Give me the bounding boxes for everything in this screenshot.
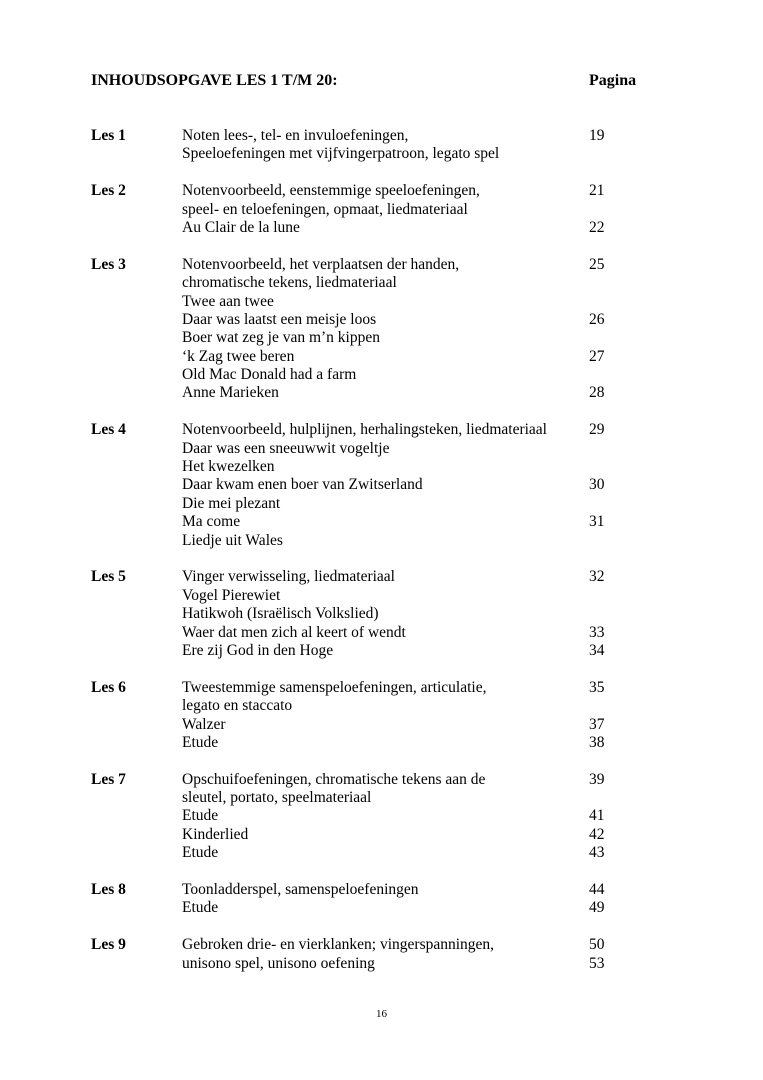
- toc-entry: [182, 421, 651, 439]
- toc-entry: [182, 366, 651, 384]
- entry-title: Notenvoorbeeld, hulplijnen, herhalingsteken, liedmateriaal: [182, 421, 547, 439]
- lesson-label: Les 2: [91, 182, 126, 200]
- lesson-entries: [182, 771, 651, 863]
- toc-entry: [182, 679, 651, 697]
- entry-title: Speeloefeningen met vijfvingerpatroon, legato spel: [182, 145, 500, 163]
- entry-title: Notenvoorbeeld, het verplaatsen der handen,: [182, 255, 460, 273]
- entry-title: Kinderlied: [182, 825, 249, 843]
- lesson-label: Les 7: [91, 770, 126, 788]
- toc-entry: [182, 568, 651, 586]
- toc-entry: [182, 384, 651, 402]
- toc-entry: [182, 476, 651, 494]
- toc-entry: [182, 936, 651, 954]
- entry-title: ‘k Zag twee beren: [182, 347, 295, 365]
- lesson-entries: [182, 256, 651, 403]
- lesson-label: Les 5: [91, 568, 126, 586]
- lesson-block: [91, 936, 651, 973]
- entry-title: Old Mac Donald had a farm: [182, 366, 357, 384]
- lesson-block: [91, 127, 651, 164]
- toc-entry: [182, 587, 651, 605]
- entry-title: chromatische tekens, liedmateriaal: [182, 274, 397, 292]
- entry-title: Opschuifoefeningen, chromatische tekens aan de: [182, 770, 486, 788]
- entry-title: Vinger verwisseling, liedmateriaal: [182, 568, 395, 586]
- lesson-entries: [182, 936, 651, 973]
- toc-entry: [182, 642, 651, 660]
- entry-page-number: 28: [589, 384, 605, 402]
- entry-title: Noten lees-, tel- en invuloefeningen,: [182, 127, 409, 144]
- toc-entry: [182, 807, 651, 825]
- toc-entry: [182, 826, 651, 844]
- entry-page-number: 26: [589, 310, 605, 328]
- toc-entry: [182, 458, 651, 476]
- entry-page-number: 53: [589, 954, 605, 972]
- lesson-block: [91, 771, 651, 863]
- toc-entry: [182, 145, 651, 163]
- toc-entry: [182, 532, 651, 550]
- entry-page-number: 30: [589, 476, 605, 494]
- entry-page-number: 27: [589, 347, 605, 365]
- lesson-block: [91, 182, 651, 237]
- entry-page-number: 41: [589, 807, 605, 825]
- lesson-block: [91, 568, 651, 660]
- entry-title: Au Clair de la lune: [182, 218, 300, 236]
- entry-title: Daar kwam enen boer van Zwitserland: [182, 476, 423, 494]
- entry-page-number: 29: [589, 421, 605, 439]
- entry-page-number: 19: [589, 127, 605, 144]
- lesson-label: Les 6: [91, 678, 126, 696]
- lesson-entries: [182, 421, 651, 550]
- entry-page-number: 43: [589, 844, 605, 862]
- toc-entry: [182, 899, 651, 917]
- entry-title: Etude: [182, 807, 219, 825]
- entry-page-number: 25: [589, 255, 605, 273]
- toc-title: INHOUDSOPGAVE LES 1 T/M 20:: [91, 72, 338, 89]
- toc-entry: [182, 789, 651, 807]
- toc-entry: [182, 771, 651, 789]
- entry-page-number: 44: [589, 881, 605, 899]
- entry-title: Twee aan twee: [182, 292, 274, 310]
- entry-title: Anne Marieken: [182, 384, 279, 402]
- entry-title: Die mei plezant: [182, 494, 281, 512]
- toc-entry: [182, 127, 651, 145]
- toc-entry: [182, 881, 651, 899]
- entry-title: Hatikwoh (Israëlisch Volkslied): [182, 605, 379, 623]
- entry-title: Notenvoorbeeld, eenstemmige speeloefeningen,: [182, 182, 480, 200]
- lesson-entries: [182, 127, 651, 164]
- toc-entry: [182, 256, 651, 274]
- toc-entry: [182, 697, 651, 715]
- table-of-contents: [91, 127, 651, 991]
- entry-title: legato en staccato: [182, 697, 293, 715]
- entry-title: speel- en teloefeningen, opmaat, liedmateriaal: [182, 200, 468, 218]
- toc-entry: [182, 495, 651, 513]
- entry-title: unisono spel, unisono oefening: [182, 954, 375, 972]
- toc-entry: [182, 311, 651, 329]
- entry-title: sleutel, portato, speelmateriaal: [182, 789, 372, 807]
- toc-entry: [182, 182, 651, 200]
- lesson-block: [91, 679, 651, 753]
- page-number: 16: [376, 1008, 387, 1020]
- page-column-label: Pagina: [589, 72, 637, 89]
- lesson-label: Les 8: [91, 881, 126, 899]
- entry-page-number: 42: [589, 825, 605, 843]
- toc-entry: [182, 624, 651, 642]
- entry-title: Tweestemmige samenspeloefeningen, articulatie,: [182, 678, 487, 696]
- toc-entry: [182, 955, 651, 973]
- lesson-label: Les 9: [91, 936, 126, 954]
- toc-entry: [182, 219, 651, 237]
- toc-entry: [182, 716, 651, 734]
- entry-page-number: 49: [589, 899, 605, 917]
- entry-title: Etude: [182, 899, 219, 917]
- entry-page-number: 22: [589, 218, 605, 236]
- entry-page-number: 31: [589, 513, 605, 531]
- lesson-entries: [182, 182, 651, 237]
- entry-title: Gebroken drie- en vierklanken; vingerspanningen,: [182, 936, 495, 954]
- toc-header: [91, 72, 651, 94]
- entry-title: Boer wat zeg je van m’n kippen: [182, 329, 380, 347]
- toc-entry: [182, 440, 651, 458]
- entry-title: Liedje uit Wales: [182, 531, 283, 549]
- toc-entry: [182, 201, 651, 219]
- lesson-label: Les 4: [91, 421, 126, 439]
- toc-entry: [182, 513, 651, 531]
- entry-title: Ere zij God in den Hoge: [182, 641, 334, 659]
- entry-title: Etude: [182, 844, 219, 862]
- entry-title: Walzer: [182, 715, 226, 733]
- entry-title: Daar was een sneeuwwit vogeltje: [182, 439, 390, 457]
- entry-page-number: 32: [589, 568, 605, 586]
- lesson-block: [91, 881, 651, 918]
- toc-entry: [182, 274, 651, 292]
- entry-page-number: 38: [589, 733, 605, 751]
- lesson-entries: [182, 679, 651, 753]
- toc-entry: [182, 605, 651, 623]
- lesson-label: Les 1: [91, 127, 126, 144]
- entry-page-number: 37: [589, 715, 605, 733]
- entry-title: Het kwezelken: [182, 458, 275, 476]
- toc-entry: [182, 293, 651, 311]
- entry-page-number: 50: [589, 936, 605, 954]
- entry-page-number: 34: [589, 641, 605, 659]
- entry-page-number: 33: [589, 623, 605, 641]
- entry-page-number: 39: [589, 770, 605, 788]
- entry-title: Vogel Pierewiet: [182, 586, 281, 604]
- lesson-block: [91, 256, 651, 403]
- toc-entry: [182, 348, 651, 366]
- toc-entry: [182, 734, 651, 752]
- lesson-entries: [182, 568, 651, 660]
- entry-title: Etude: [182, 733, 219, 751]
- entry-title: Ma come: [182, 513, 241, 531]
- entry-title: Daar was laatst een meisje loos: [182, 310, 377, 328]
- entry-title: Waer dat men zich al keert of wendt: [182, 623, 406, 641]
- lesson-entries: [182, 881, 651, 918]
- lesson-block: [91, 421, 651, 550]
- entry-page-number: 21: [589, 182, 605, 200]
- toc-entry: [182, 844, 651, 862]
- entry-page-number: 35: [589, 678, 605, 696]
- toc-entry: [182, 329, 651, 347]
- lesson-label: Les 3: [91, 255, 126, 273]
- entry-title: Toonladderspel, samenspeloefeningen: [182, 881, 419, 899]
